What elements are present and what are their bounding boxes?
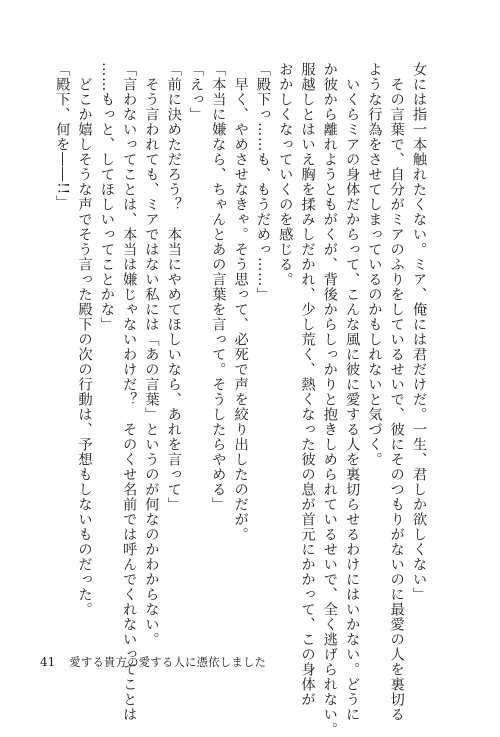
text-line: どこか嬉しそうな声でそう言った殿下の次の行動は、予想もしないものだった。 <box>76 62 93 617</box>
text-line: いくらミアの身体だからって、こんな風に彼に愛する人を裏切らせるわけにはいかない。どうに <box>344 62 361 722</box>
text-line: 女には指一本触れたくない。ミア、俺には君だけだ。一生、君しか欲しくない」 <box>411 62 427 602</box>
page-number: 41 <box>40 655 56 669</box>
text-line: 服越しとはいえ胸を揉みしだかれ、少し荒く、熱くなった彼の息が首元にかかって、この身体が <box>299 62 316 707</box>
text-line: か彼から離れようともがくが、背後からしっかりと抱きしめられているせいで、全く逃げられない。 <box>321 62 338 737</box>
text-line: 「前に決めただろう？ 本当にやめてほしいなら、あれを言って」 <box>165 62 182 512</box>
text-line: 「言わないってことは、本当は嫌じゃないわけだ？ そのくせ名前では呼んでくれないってことは <box>121 62 138 722</box>
running-title: 愛する貴方の愛する人に憑依しました <box>69 656 267 669</box>
text-line: おかしくなっていくのを感じる。 <box>277 62 294 287</box>
text-line: 早く、やめさせなきゃ。そう思って、必死で声を絞り出したのだが。 <box>232 62 249 542</box>
text-line: ……もっと、してほしいってことかな」 <box>98 62 115 332</box>
text-line: 「殿下っ……も、もうだめっ……」 <box>254 62 271 302</box>
text-line: 「えっ」 <box>188 62 205 122</box>
text-line: その言葉で、自分がミアのふりをしているせいで、彼にそのつもりがないのに最愛の人を裏切る <box>388 62 405 722</box>
text-line: 「殿下、何を――!!」 <box>54 62 71 210</box>
text-line: ような行為をさせてしまっているのかもしれないと気づく。 <box>366 62 383 467</box>
page-footer <box>40 654 266 672</box>
text-line: 「本当に嫌なら、ちゃんとあの言葉を言って。そうしたらやめる」 <box>210 62 227 512</box>
text-line: そう言われても、ミアではない私には「あの言葉」というのが何なのかわからない。 <box>143 62 160 647</box>
